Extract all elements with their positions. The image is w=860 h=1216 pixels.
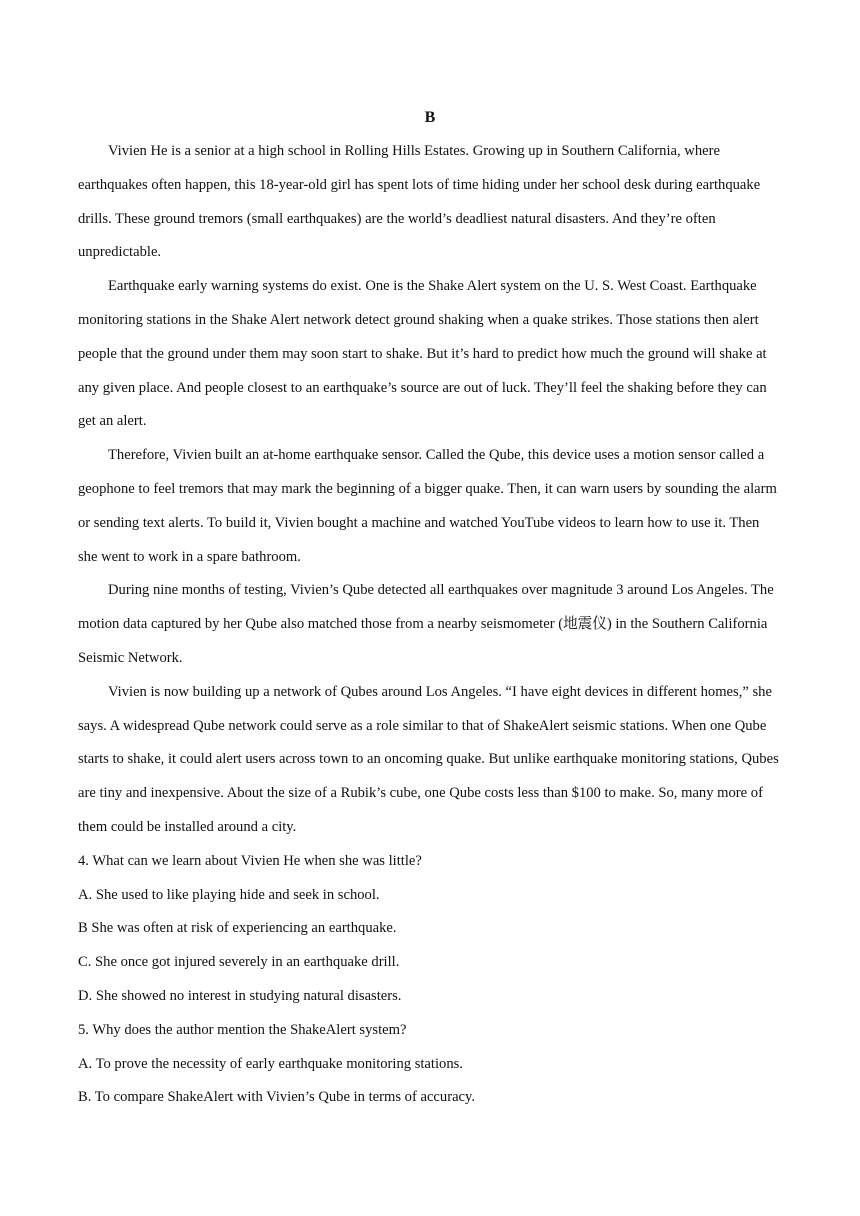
question-stem-4: 4. What can we learn about Vivien He when she was little? [78,852,422,869]
question-4-option-b: B She was often at risk of experiencing an earthquake. [78,920,397,937]
question-5-option-a: A. To prove the necessity of early earthquake monitoring stations. [78,1055,463,1072]
passage-paragraph-3: Therefore, Vivien built an at-home earthquake sensor. Called the Qube, this device uses a motion sensor called a geophone to feel tremors that may mark the beginning of a bigger quake. Then, it can warn users by sounding the alarm or sending text alerts. To build it, Vivien bought a machine and watched YouTube videos to learn how to use it. Then she went to work in a spare bathroom. [78,447,777,565]
question-4-option-c: C. She once got injured severely in an earthquake drill. [78,954,400,971]
question-5-option-b: B. To compare ShakeAlert with Vivien’s Qube in terms of accuracy. [78,1089,476,1106]
question-4-option-a: A. She used to like playing hide and seek in school. [78,886,380,903]
reading-passage [78,135,782,845]
section-heading: B [424,109,436,126]
question-block-5 [78,1014,782,1115]
question-4-option-d: D. She showed no interest in studying natural disasters. [78,987,402,1004]
question-block-4 [78,845,782,1014]
passage-paragraph-2: Earthquake early warning systems do exist. One is the Shake Alert system on the U. S. West Coast. Earthquake monitoring stations in the Shake Alert network detect ground shaking when a quake strikes. Those stations then alert people that the ground under them may soon start to shake. But it’s hard to predict how much the ground will shake at any given place. And people closest to an earthquake’s source are out of luck. They’ll feel the shaking before they can get an alert. [78,278,767,430]
passage-paragraph-4: During nine months of testing, Vivien’s Qube detected all earthquakes over magnitude 3 around Los Angeles. The motion data captured by her Qube also matched those from a nearby seismometer (地震仪) in the Southern California Seismic Network. [78,582,774,666]
passage-paragraph-5: Vivien is now building up a network of Qubes around Los Angeles. “I have eight devices in different homes,” she says. A widespread Qube network could serve as a role similar to that of ShakeAlert seismic stations. When one Qube starts to shake, it could alert users across town to an oncoming quake. But unlike earthquake monitoring stations, Qubes are tiny and inexpensive. About the size of a Rubik’s cube, one Qube costs less than $100 to make. So, many more of them could be installed around a city. [78,683,779,835]
question-stem-5: 5. Why does the author mention the ShakeAlert system? [78,1021,407,1038]
passage-paragraph-1: Vivien He is a senior at a high school in Rolling Hills Estates. Growing up in Southern California, where earthquakes often happen, this 18-year-old girl has spent lots of time hiding under her school desk during earthquake drills. These ground tremors (small earthquakes) are the world’s deadliest natural disasters. And they’re often unpredictable. [78,143,761,261]
